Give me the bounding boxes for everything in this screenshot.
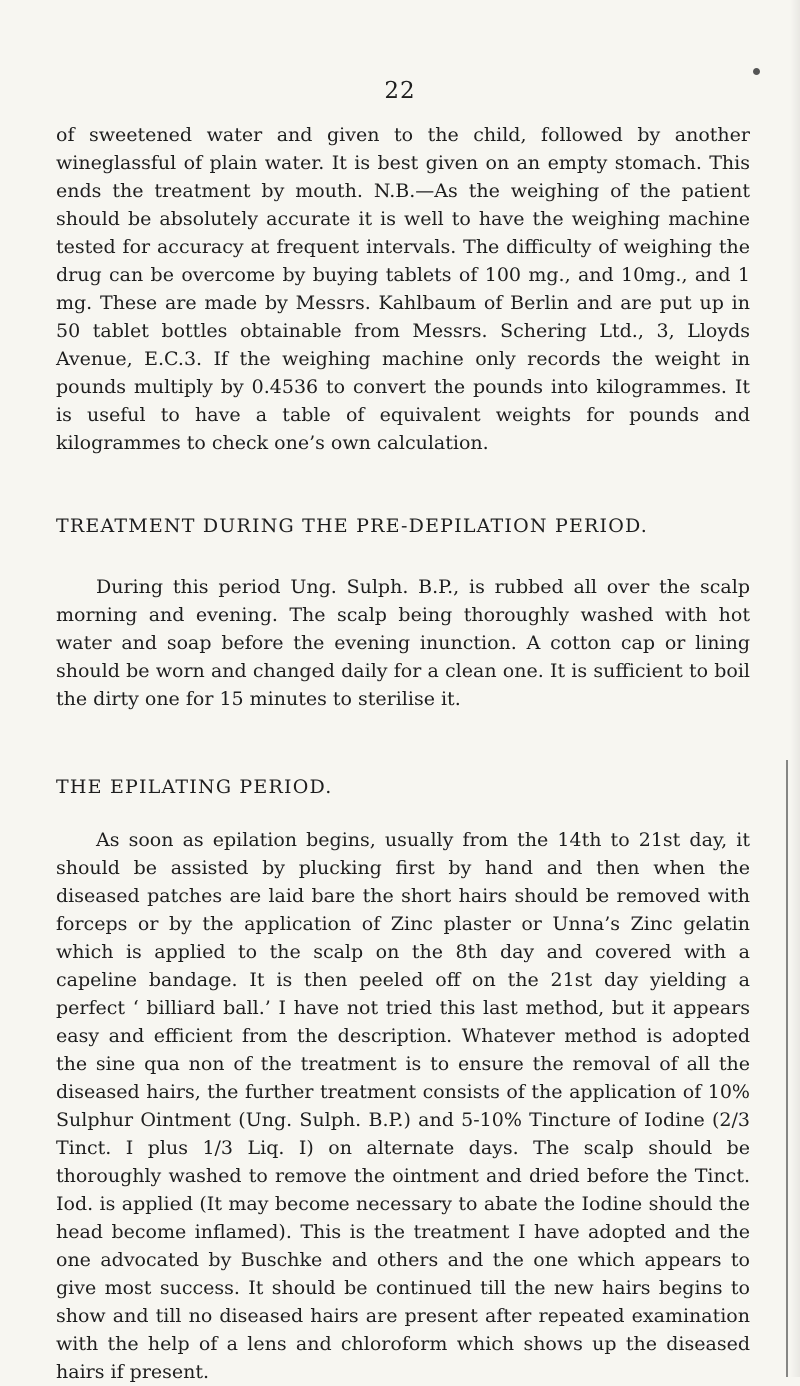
binding-edge-line: [786, 760, 788, 1377]
epilating-period-paragraph: As soon as epilation begins, usually from the 14th to 21st day, it should be assisted by plucking first by hand and then when the diseased patches are laid bare the short hairs should be removed with forceps or by the application of Zinc plaster or Unna’s Zinc gelatin which is applied to the scalp on the 8th day and covered with a capeline bandage. It is then peeled off on the 21st day yielding a perfect ‘ billiard ball.’ I have not tried this last method, but it appears easy and efficient from the description. Whatever method is adopted the sine qua non of the treatment is to ensure the removal of all the diseased hairs, the further treatment consists of the application of 10% Sulphur Ointment (Ung. Sulph. B.P.) and 5-10% Tincture of Iodine (2/3 Tinct. I plus 1/3 Liq. I) on alternate days. The scalp should be thoroughly washed to remove the ointment and dried before the Tinct. Iod. is applied (It may become necessary to abate the Iodine should the head become inflamed). This is the treatment I have adopted and the one advocated by Buschke and others and the one which appears to give most success. It should be continued till the new hairs begins to show and till no diseased hairs are present after repeated examination with the help of a lens and chloroform which shows up the diseased hairs if present.: [56, 829, 750, 1383]
epilating-period-heading: THE EPILATING PERIOD.: [56, 776, 333, 798]
page-edge-shadow: [790, 0, 800, 1377]
intro-paragraph: of sweetened water and given to the child, followed by another wineglassful of plain water. It is best given on an empty stomach. This ends the treatment by mouth. N.B.—As the weighing of the patient should be absolutely accurate it is well to have the weighing machine tested for accuracy at frequent intervals. The difficulty of weighing the drug can be overcome by buying tablets of 100 mg., and 10mg., and 1 mg. These are made by Messrs. Kahlbaum of Berlin and are put up in 50 tablet bottles obtainable from Messrs. Schering Ltd., 3, Lloyds Avenue, E.C.3. If the weighing machine only records the weight in pounds multiply by 0.4536 to convert the pounds into kilogrammes. It is useful to have a table of equivalent weights for pounds and kilogrammes to check one’s own calculation.: [56, 124, 750, 454]
pre-depilation-paragraph: During this period Ung. Sulph. B.P., is rubbed all over the scalp morning and evening. The scalp being thoroughly washed with hot water and soap before the evening inunction. A cotton cap or lining should be worn and changed daily for a clean one. It is sufficient to boil the dirty one for 15 minutes to sterilise it.: [56, 576, 750, 710]
pre-depilation-heading: TREATMENT DURING THE PRE-DEPILATION PERIOD.: [56, 515, 648, 537]
page-number: 22: [384, 78, 416, 104]
ink-spot: [753, 68, 760, 75]
